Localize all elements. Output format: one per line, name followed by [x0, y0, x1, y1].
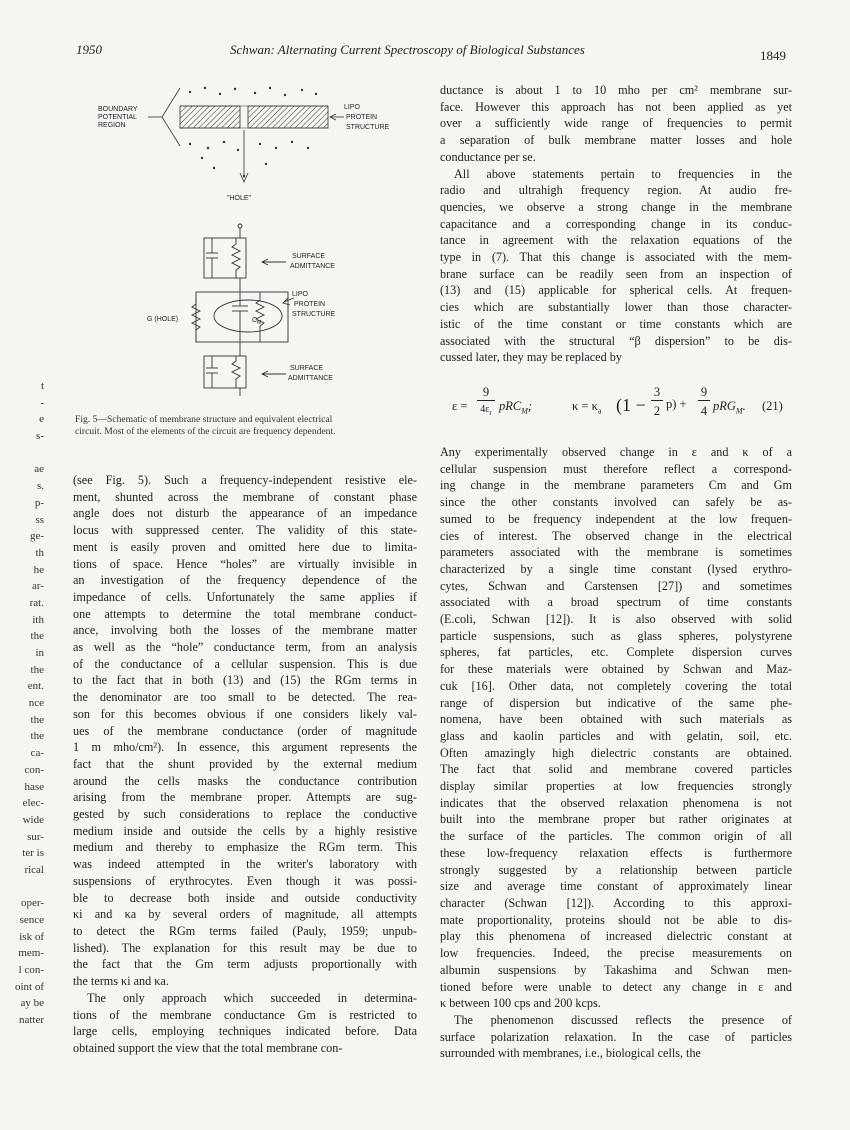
margin-fragment: in — [35, 647, 44, 659]
text-line: to detect the RGm terms failed (Pauly, 1959; unpub- — [73, 923, 417, 938]
text-line: glass and kaolin particles and with gelatin, soil, etc. — [440, 728, 792, 743]
margin-fragment: ca- — [30, 747, 44, 760]
label-lipo-mid-2: PROTEIN — [294, 301, 326, 308]
text-line: brane surface can be readily seen from an inspection of — [440, 266, 792, 281]
text-line: ment is easily proven and omitted here due to limita- — [73, 539, 417, 554]
text-line: the denominator are too small to be detected. The rea- — [73, 690, 417, 705]
margin-fragment: rical — [24, 863, 44, 876]
text-line: Often amazingly high dielectric constants are obtained. — [440, 745, 792, 760]
text-line: the surface of the particles. The common origin of all — [440, 829, 792, 844]
eq-kappa-lhs: $\kappa = \kappa_a$ — [572, 399, 602, 416]
left-margin-fragments — [0, 378, 44, 1029]
text-line: associated with the structural “β dispersion” to be dis- — [440, 333, 792, 348]
eq-term3: pRG$_M$. — [713, 399, 746, 416]
membrane-circuit — [192, 292, 294, 356]
margin-fragment: sence — [19, 914, 44, 926]
label-lipo-top-1: LIPO — [344, 104, 360, 111]
label-boundary-3: REGION — [98, 122, 126, 129]
label-lipo-mid-3: STRUCTURE — [292, 311, 336, 318]
left-column — [73, 472, 417, 1057]
margin-fragment: l con- — [18, 964, 44, 977]
margin-fragment: wide — [22, 813, 44, 826]
text-line: low frequencies. Indeed, the precise measurements on — [440, 946, 792, 961]
text-line: surrounded with membranes, i.e., biological cells, the — [440, 1046, 701, 1061]
text-line: display similar properties at low frequencies strongly — [440, 779, 792, 794]
right-column-top — [440, 82, 792, 366]
eq-number: (21) — [762, 399, 783, 413]
text-line: nomena, have been obtained with such materials as — [440, 712, 792, 727]
text-line: cytes, Schwan and Carstensen [27]) and sometimes — [440, 578, 792, 593]
text-line: ble to decrease both inside and outside conductivity — [73, 890, 417, 905]
text-line: gested by such considerations to replace the conductive — [73, 807, 417, 822]
label-lipo-top-3: STRUCTURE — [346, 124, 390, 131]
text-line: suspensions of erythrocytes. Even though it was possi- — [73, 873, 417, 888]
text-line: tioned before were unable to detect any change in ε and — [440, 979, 792, 994]
label-cm: $C_M$ — [252, 317, 262, 326]
surface-admittance-bottom-circuit — [204, 356, 286, 396]
surface-admittance-top-circuit — [204, 224, 286, 292]
text-line: lished). The explanation for this result may be due to — [73, 940, 417, 955]
text-line: 1 m mho/cm²). In essence, this argument represents the — [73, 740, 417, 755]
margin-fragment: the — [30, 730, 44, 743]
text-line: obtained support the view that the total membrane con- — [73, 1040, 343, 1055]
margin-fragment: hase — [24, 780, 44, 793]
margin-fragment: ith — [32, 613, 44, 626]
paragraph — [440, 444, 792, 1012]
label-surface-top-2: ADMITTANCE — [290, 263, 335, 270]
margin-fragment: ter is — [22, 847, 44, 860]
text-line: quencies, we observe a strong change in the membrane — [440, 199, 792, 214]
text-line: indicates that the observed relaxation phenomena is not — [440, 795, 792, 810]
text-line: to the fact that in both (13) and (15) the RGm terms in — [73, 673, 417, 688]
eq-frac1-den: $4\varepsilon_r$ — [480, 404, 492, 417]
label-boundary-2: POTENTIAL — [98, 114, 137, 121]
margin-fragment: sur- — [27, 830, 44, 843]
text-line: was indeed attempted in the writer's laboratory with — [73, 857, 417, 872]
text-line: The fact that solid and membrane covered particles — [440, 762, 792, 777]
margin-fragment: rat. — [29, 596, 44, 609]
eq-frac2-num: 3 — [651, 385, 663, 401]
text-line: the fact that the Gm term adjusts proportionally with — [73, 957, 417, 972]
text-line: cellular suspension must therefore reflect a correspond- — [440, 461, 792, 476]
margin-fragment: the — [30, 713, 44, 726]
label-lipo-top-2: PROTEIN — [346, 114, 378, 121]
text-line: ductance is about 1 to 10 mho per cm² membrane sur- — [440, 83, 792, 97]
text-line: κ between 100 cps and 200 kcps. — [440, 996, 601, 1011]
text-line: tions of the membrane conductance Gm is restricted to — [73, 1007, 417, 1022]
margin-fragment: ae — [34, 463, 44, 476]
eq-frac3-num: 9 — [698, 385, 710, 401]
paragraph — [73, 990, 417, 1057]
text-line: large cells, employing techniques indicated before. Data — [73, 1024, 417, 1039]
margin-fragment: ay be — [20, 997, 44, 1010]
paragraph — [440, 1012, 792, 1062]
text-line: (see Fig. 5). Such a frequency-independent resistive ele- — [73, 473, 417, 487]
margin-fragment: elec- — [22, 797, 44, 810]
margin-fragment: p- — [34, 496, 44, 509]
text-line: ment, shunted across the membrane of constant phase — [73, 489, 417, 504]
text-line: of the conductance of a cellular suspension. This is due — [73, 656, 417, 671]
text-line: tions of space. Hence “holes” are virtually invisible in — [73, 556, 417, 571]
margin-fragment: ss — [35, 513, 44, 526]
text-line: character (Schwan [12]). According to this approxi- — [440, 895, 792, 910]
margin-fragment: mem- — [18, 947, 44, 960]
text-line: medium inside and outside the cells by a highly resistive — [73, 823, 417, 838]
text-line: cuk [16]. Other data, not completely covering the total — [440, 678, 792, 693]
text-line: arising from the membrane proper. Attempts are sug- — [73, 790, 417, 805]
margin-fragment: - — [40, 396, 44, 409]
text-line: impedance of cells. Unfortunately the same applies if — [73, 589, 417, 604]
text-line: (13) and (15) applicable for spherical cells. At frequen- — [440, 283, 792, 298]
right-column-bottom — [440, 444, 792, 1062]
text-line: the terms κi and κa. — [73, 974, 169, 989]
margin-fragment: s- — [36, 430, 44, 443]
text-line: type in (7). That this change is associated with the mem- — [440, 250, 792, 265]
text-line: since the other constants involved can safely be as- — [440, 495, 792, 510]
text-line: characterized by a single time constant (lysed erythro- — [440, 561, 792, 576]
text-line: tance in agreement with the relaxation equations of the — [440, 233, 792, 248]
text-line: as well as the “hole” conductance term, from an analysis — [73, 640, 417, 655]
eq-frac3-den: 4 — [700, 404, 708, 418]
running-title: Schwan: Alternating Current Spectroscopy of Biological Substances — [230, 42, 585, 57]
margin-fragment: e — [39, 413, 44, 426]
text-line: albumin suspensions by Takashima and Schwan men- — [440, 962, 792, 977]
text-line: sumed to be frequency independent at the low frequen- — [440, 511, 792, 526]
paragraph — [440, 166, 792, 366]
text-line: κi and κa by several orders of magnitude, all attempts — [73, 907, 417, 922]
eq-frac2-den: 2 — [653, 404, 661, 418]
margin-fragment: t — [40, 380, 44, 392]
page-number: 1849 — [760, 48, 786, 63]
text-line: angle does not disturb the appearance of an impedance — [73, 506, 417, 521]
text-line: fact that the shunt provided by the external medium — [73, 756, 417, 771]
text-line: cussed later, they may be replaced by — [440, 350, 622, 365]
text-line: particle suspensions, such as glass spheres, polystyrene — [440, 628, 792, 643]
margin-fragment: oper- — [21, 897, 44, 910]
caption-line: circuit. Most of the elements of the circuit are frequency dependent. — [75, 426, 336, 437]
equation-21 — [452, 385, 797, 429]
year: 1950 — [76, 42, 102, 57]
text-line: an investigation of the frequency dependence of the — [73, 573, 417, 588]
text-line: capacitance and a corresponding change in its conduc- — [440, 216, 792, 231]
margin-fragment: con- — [24, 763, 44, 776]
label-lipo-mid-1: LIPO — [292, 291, 308, 298]
label-boundary-1: BOUNDARY — [98, 106, 138, 113]
text-line: cies which are substantially lower than those character- — [440, 300, 792, 315]
text-line: locus with suppressed center. The validity of this state- — [73, 523, 417, 538]
text-line: Any experimentally observed change in ε and κ of a — [440, 445, 792, 459]
text-line: istic of the time constant or time constants which are — [440, 316, 792, 331]
label-surface-bottom-2: ADMITTANCE — [288, 375, 333, 382]
margin-fragment: natter — [18, 1014, 44, 1027]
text-line: built into the membrane proper but rather originates at — [440, 812, 792, 827]
eq-frac1-num: 9 — [477, 385, 495, 401]
text-line: size and average time constant of approximately linear — [440, 879, 792, 894]
text-line: ues of the membrane conductance (order of magnitude — [73, 723, 417, 738]
text-line: All above statements pertain to frequencies in the — [454, 166, 792, 181]
margin-fragment: he — [33, 563, 44, 576]
margin-fragment: s. — [36, 480, 44, 493]
membrane-structure — [148, 87, 344, 182]
label-g-hole: G (HOLE) — [147, 316, 179, 323]
eq-eps-lhs: ε = — [452, 399, 468, 413]
text-line: parameters associated with the membrane is sometimes — [440, 545, 792, 560]
text-line: a separation of bulk membrane matter losses and hole — [440, 133, 792, 148]
figure-5-diagram — [90, 78, 420, 398]
text-line: ance, involving both the losses of the membrane matter — [73, 623, 417, 638]
text-line: conductance per se. — [440, 149, 536, 164]
text-line: son for this becomes obvious if one considers likely val- — [73, 706, 417, 721]
text-line: around the cells masks the conductance contribution — [73, 773, 417, 788]
text-line: mate proportionality, proteins should not be able to dis- — [440, 912, 792, 927]
label-surface-bottom-1: SURFACE — [290, 365, 324, 372]
text-line: (E.coli, Schwan [12]). It is also observed with solid — [440, 612, 792, 627]
text-line: play this phenomena of increased dielectric constant at — [440, 929, 792, 944]
margin-fragment: the — [30, 663, 44, 676]
margin-fragment: the — [30, 630, 44, 643]
margin-fragment — [0, 445, 44, 462]
margin-fragment — [0, 879, 44, 896]
text-line: cies of interest. The observed change in the electrical — [440, 528, 792, 543]
paragraph — [440, 82, 792, 166]
text-line: surface polarization relaxation. In the case of particles — [440, 1029, 792, 1044]
eq-paren-open: (1 − — [616, 395, 646, 415]
eq-term1: pRC$_M$; — [499, 399, 533, 416]
text-line: these low-frequency relaxation effects is furthermore — [440, 845, 792, 860]
margin-fragment: isk of — [19, 930, 44, 943]
margin-fragment: th — [35, 546, 44, 559]
margin-fragment: oint of — [14, 980, 44, 993]
margin-fragment: ent. — [27, 680, 44, 693]
text-line: one attempts to determine the total membrane conduct- — [73, 606, 417, 621]
text-line: spheres, fat particles, etc. Complete dispersion curves — [440, 645, 792, 660]
caption-line: Fig. 5—Schematic of membrane structure and equivalent electrical — [75, 414, 333, 425]
margin-fragment: nce — [28, 697, 44, 710]
eq-paren-close: p) + — [666, 397, 687, 411]
text-line: for these materials were obtained by Schwan and Maz- — [440, 662, 792, 677]
text-line: radio and ultrahigh frequency region. At audio fre- — [440, 183, 792, 198]
text-line: range of dispersion but indicative of the same phe- — [440, 695, 792, 710]
label-hole: "HOLE" — [227, 195, 252, 202]
margin-fragment: ar- — [32, 580, 44, 593]
text-line: strongly suggested by a relationship between particle — [440, 862, 792, 877]
text-line: medium and thereby to emphasize the RGm term. This — [73, 840, 417, 855]
text-line: face. However this approach has not been applied as yet — [440, 99, 792, 114]
text-line: associated with a broad spectrum of time constants — [440, 595, 792, 610]
margin-fragment: ge- — [29, 530, 44, 543]
figure-caption — [75, 414, 425, 438]
paragraph — [73, 472, 417, 990]
label-surface-top-1: SURFACE — [292, 253, 326, 260]
text-line: over a sufficiently wide range of frequencies to permit — [440, 116, 792, 131]
text-line: The only approach which succeeded in determina- — [87, 990, 417, 1005]
text-line: ing change in the membrane parameters Cm and Gm — [440, 478, 792, 493]
text-line: The phenomenon discussed reflects the presence of — [454, 1012, 792, 1027]
